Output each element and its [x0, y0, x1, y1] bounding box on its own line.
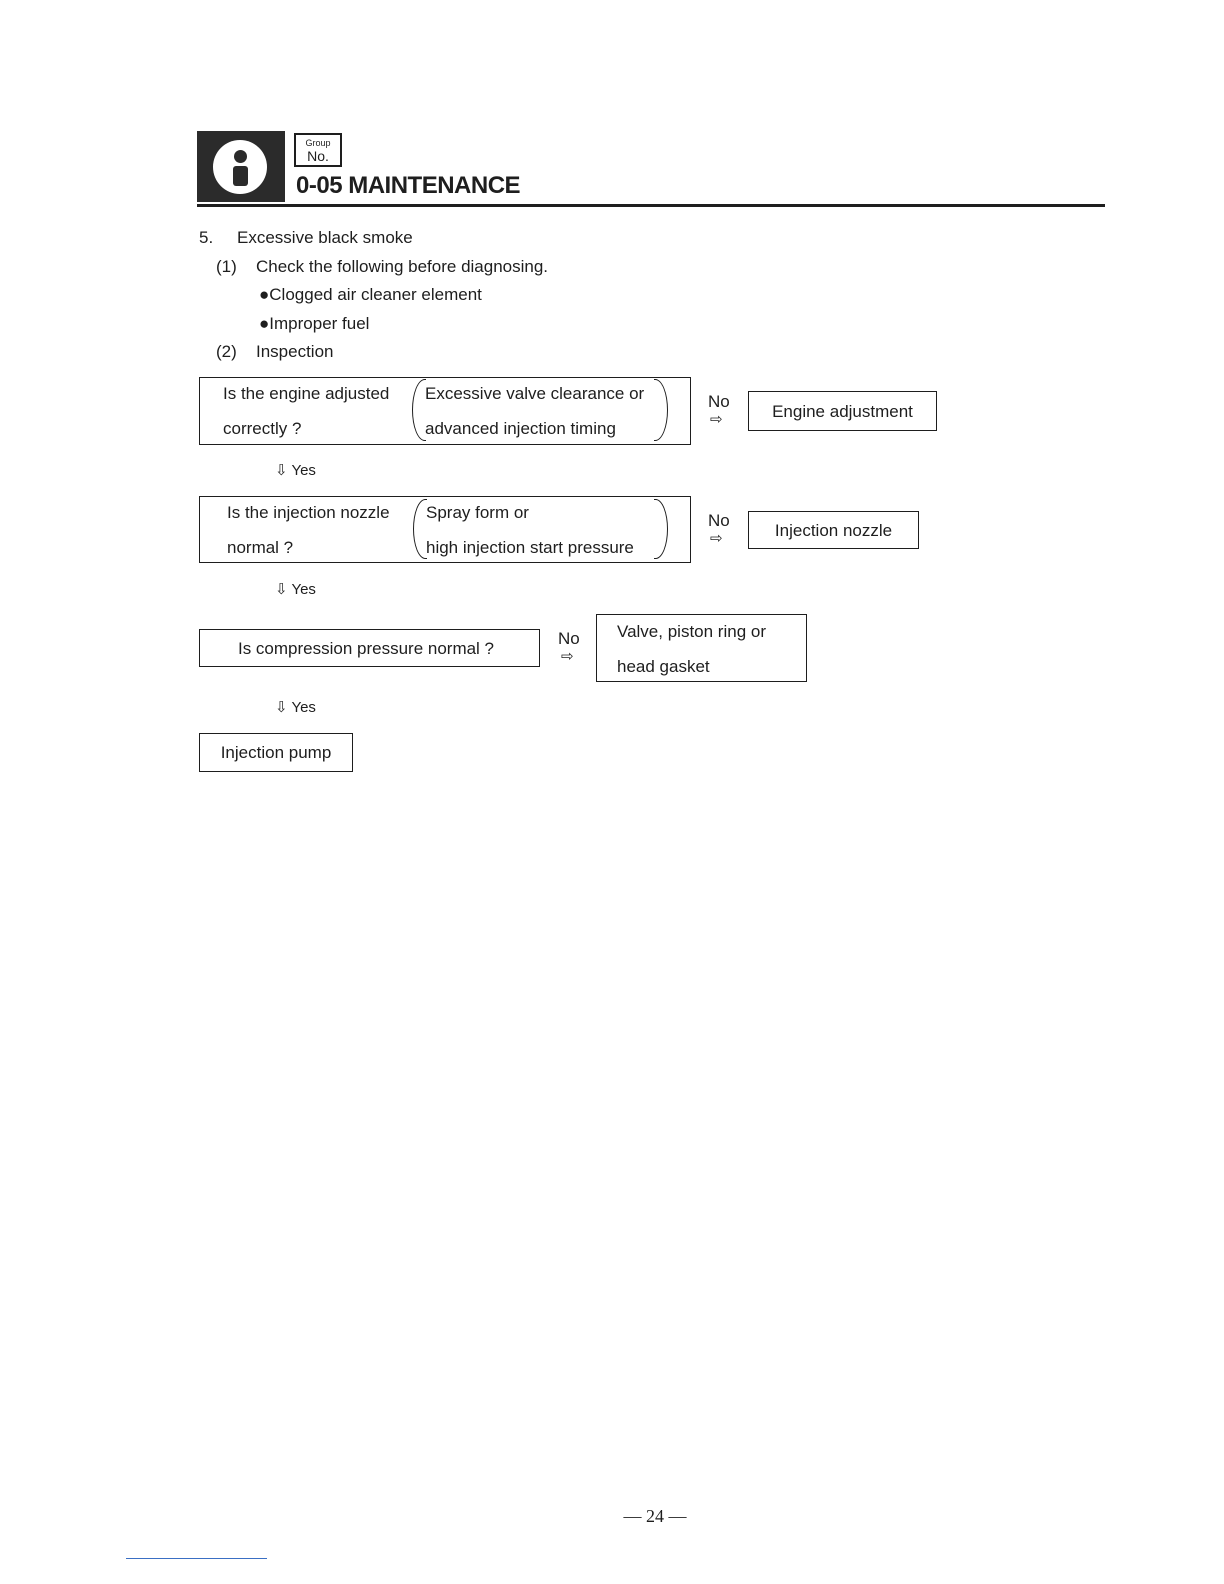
- question-text: correctly ?: [223, 419, 302, 438]
- section-heading: Excessive black smoke: [237, 228, 413, 247]
- yes-down-arrow: ⇩ Yes: [275, 581, 316, 598]
- right-arrow-icon: ⇨: [710, 411, 723, 428]
- yes-down-arrow: ⇩ Yes: [275, 462, 316, 479]
- no-label: No: [708, 511, 730, 530]
- step1-text: Check the following before diagnosing.: [256, 257, 549, 276]
- section-number: 5.: [199, 228, 214, 247]
- no-label: No: [708, 392, 730, 411]
- note-text: advanced injection timing: [425, 419, 616, 438]
- result-text: head gasket: [617, 657, 710, 676]
- note-text: Spray form or: [426, 503, 529, 522]
- footer-line: [126, 1558, 267, 1559]
- question-text: Is the injection nozzle: [227, 503, 390, 522]
- group-label: Group: [305, 138, 331, 148]
- right-arrow-icon: ⇨: [710, 530, 723, 547]
- result-text: Valve, piston ring or: [617, 622, 766, 641]
- note-text: Excessive valve clearance or: [425, 384, 645, 403]
- group-no-label: No.: [307, 148, 329, 164]
- yes-down-arrow: ⇩ Yes: [275, 699, 316, 716]
- question-text: Is the engine adjusted: [223, 384, 390, 403]
- info-logo-icon: [197, 131, 285, 202]
- question-text: Is compression pressure normal ?: [237, 639, 495, 658]
- group-number-box: [294, 133, 342, 167]
- bullet-dot-icon: ●: [259, 285, 270, 304]
- step2-text: Inspection: [256, 342, 334, 361]
- result-text: Engine adjustment: [772, 402, 913, 421]
- bullet-dot-icon: ●: [259, 314, 270, 333]
- step2-number: (2): [216, 342, 237, 361]
- result-text: Injection nozzle: [774, 521, 893, 540]
- right-arrow-icon: ⇨: [561, 648, 574, 665]
- no-label: No: [558, 629, 580, 648]
- question-text: normal ?: [227, 538, 294, 557]
- result-text: Injection pump: [220, 743, 332, 762]
- page-number: — 24 —: [623, 1506, 687, 1526]
- step1-number: (1): [216, 257, 237, 276]
- note-text: high injection start pressure: [426, 538, 634, 557]
- header-divider: [197, 204, 1105, 207]
- section-title: 0-05 MAINTENANCE: [296, 172, 521, 199]
- bullet-item: ●Clogged air cleaner element: [259, 285, 482, 304]
- bullet-item: ●Improper fuel: [259, 314, 370, 333]
- info-icon: [213, 140, 267, 194]
